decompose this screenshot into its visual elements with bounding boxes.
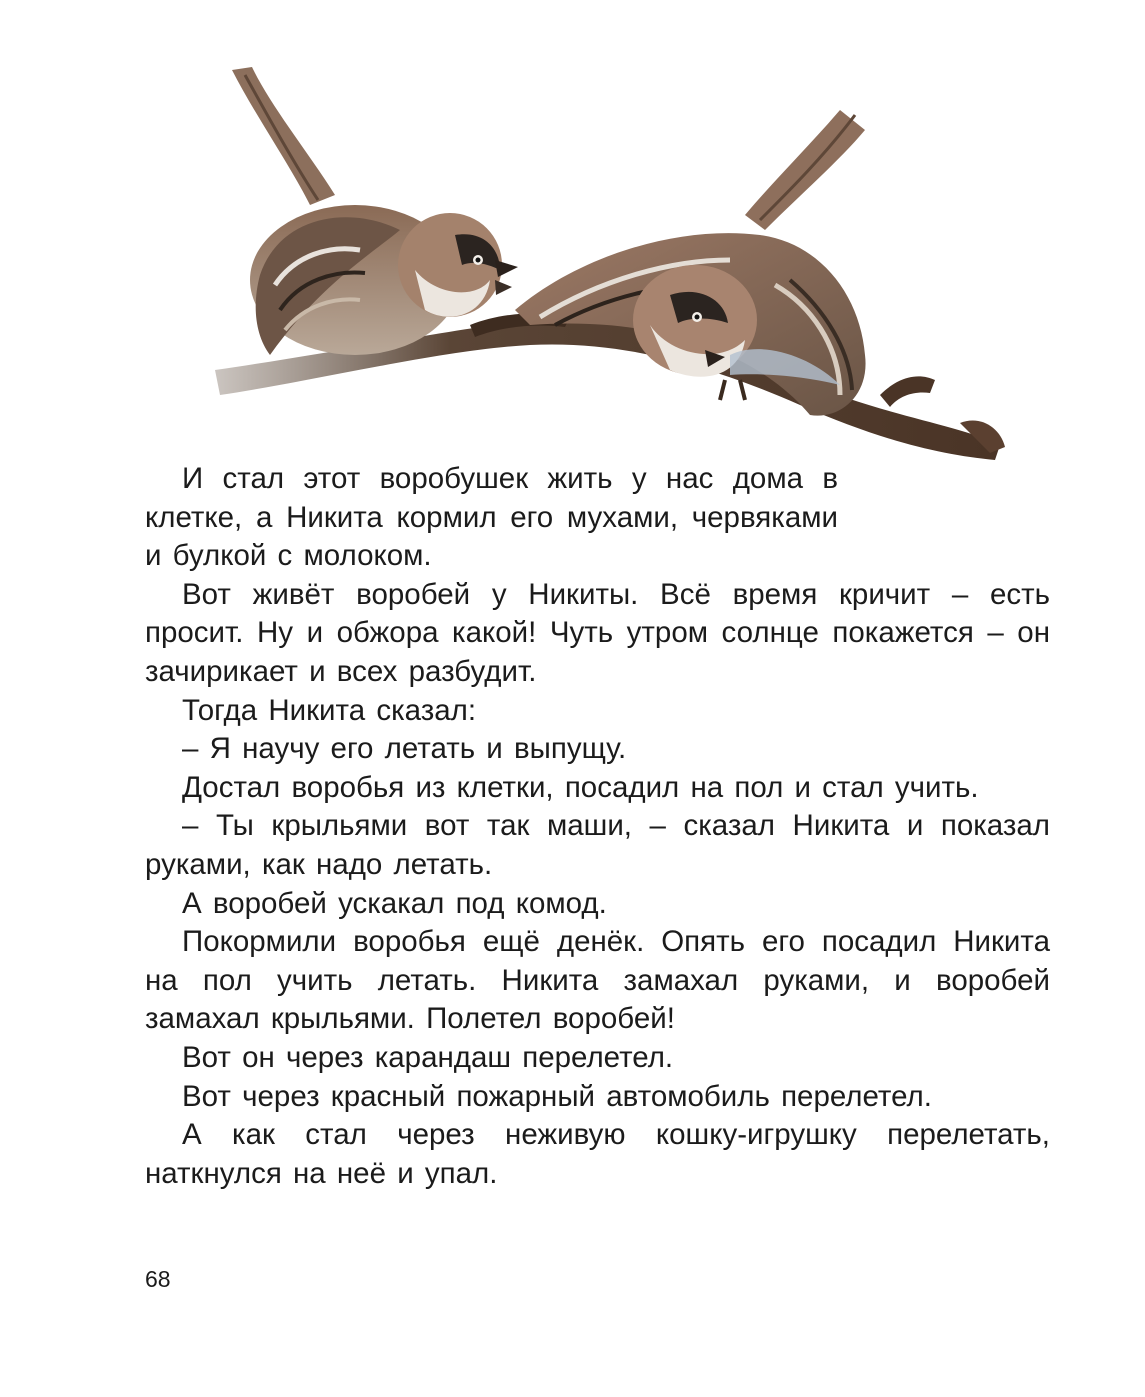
paragraph: А как стал через неживую кошку-игрушку перелетать, наткнулся на неё и упал. — [145, 1118, 1050, 1190]
left-sparrow — [232, 67, 518, 355]
paragraph: Достал воробья из клетки, посадил на пол и стал учить. — [182, 770, 979, 804]
paragraph: – Ты крыльями вот так маши, – сказал Никита и показал руками, как надо летать. — [145, 809, 1050, 881]
sparrows-illustration — [200, 55, 1020, 510]
story-text — [145, 460, 1050, 1193]
paragraph: И стал этот воробушек жить у нас дома в клетке, а Никита кормил его мухами, червяками и булкой с молоком. — [145, 462, 838, 573]
page-number: 68 — [145, 1266, 171, 1292]
paragraph: Тогда Никита сказал: — [182, 693, 477, 727]
right-sparrow — [515, 110, 866, 416]
paragraph: Вот он через карандаш перелетел. — [182, 1040, 674, 1074]
paragraph: Вот через красный пожарный автомобиль перелетел. — [182, 1079, 932, 1113]
paragraph: А воробей ускакал под комод. — [182, 886, 607, 920]
paragraph: – Я научу его летать и выпущу. — [182, 732, 627, 766]
paragraph: Вот живёт воробей у Никиты. Всё время кричит – есть просит. Ну и обжора какой! Чуть утром солнце покажется – он зачирикает и всех разбудит. — [145, 577, 1050, 688]
paragraph: Покормили воробья ещё денёк. Опять его посадил Никита на пол учить летать. Никита замахал руками, и воробей замахал крыльями. Полетел воробей! — [145, 925, 1050, 1036]
